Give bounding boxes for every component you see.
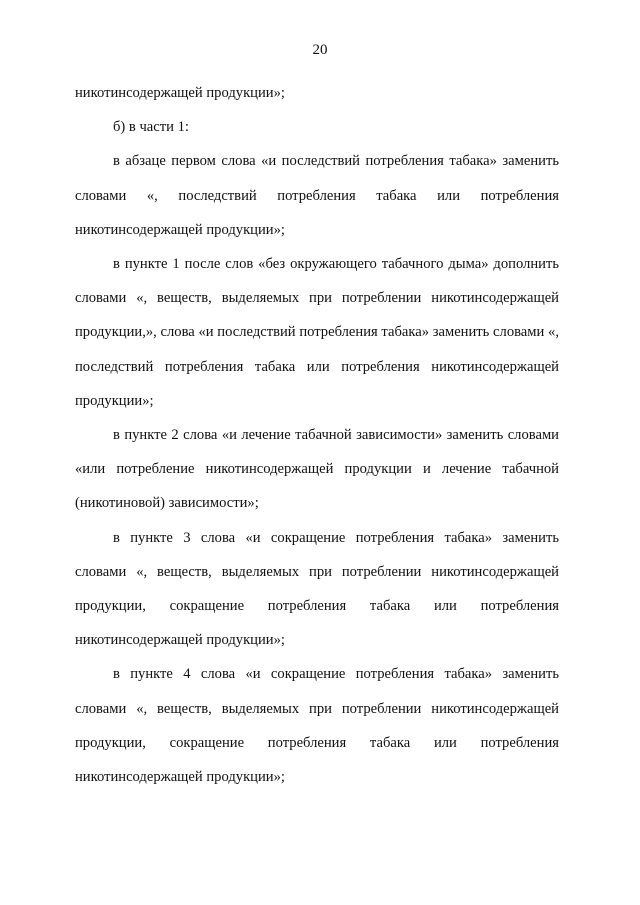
paragraph-continuation: никотинсодержащей продукции»;	[75, 85, 285, 101]
paragraph-first-abzac: в абзаце первом слова «и последствий потребления табака» заменить словами «, последствий потребления табака или потребления никотинсодержащей продукции»;	[75, 153, 559, 238]
paragraph-point-4: в пункте 4 слова «и сокращение потребления табака» заменить словами «, веществ, выделяемых при потреблении никотинсодержащей продукции, сокращение потребления табака или потребления никотинсодержащей продукции»;	[75, 666, 559, 786]
paragraph-subsection-b: б) в части 1:	[113, 119, 189, 136]
document-body	[75, 76, 559, 794]
paragraph-point-1: в пункте 1 после слов «без окружающего табачного дыма» дополнить словами «, веществ, выделяемых при потреблении никотинсодержащей продукции,», слова «и последствий потребления табака» заменить словами «, последствий потребления табака или потребления никотинсодержащей продукции»;	[75, 256, 559, 409]
paragraph-point-3: в пункте 3 слова «и сокращение потребления табака» заменить словами «, веществ, выделяемых при потреблении никотинсодержащей продукции, сокращение потребления табака или потребления никотинсодержащей продукции»;	[75, 529, 559, 649]
page-number: 20	[312, 42, 328, 58]
paragraph-point-2: в пункте 2 слова «и лечение табачной зависимости» заменить словами «или потребление никотинсодержащей продукции и лечение табачной (никотиновой) зависимости»;	[75, 427, 559, 512]
